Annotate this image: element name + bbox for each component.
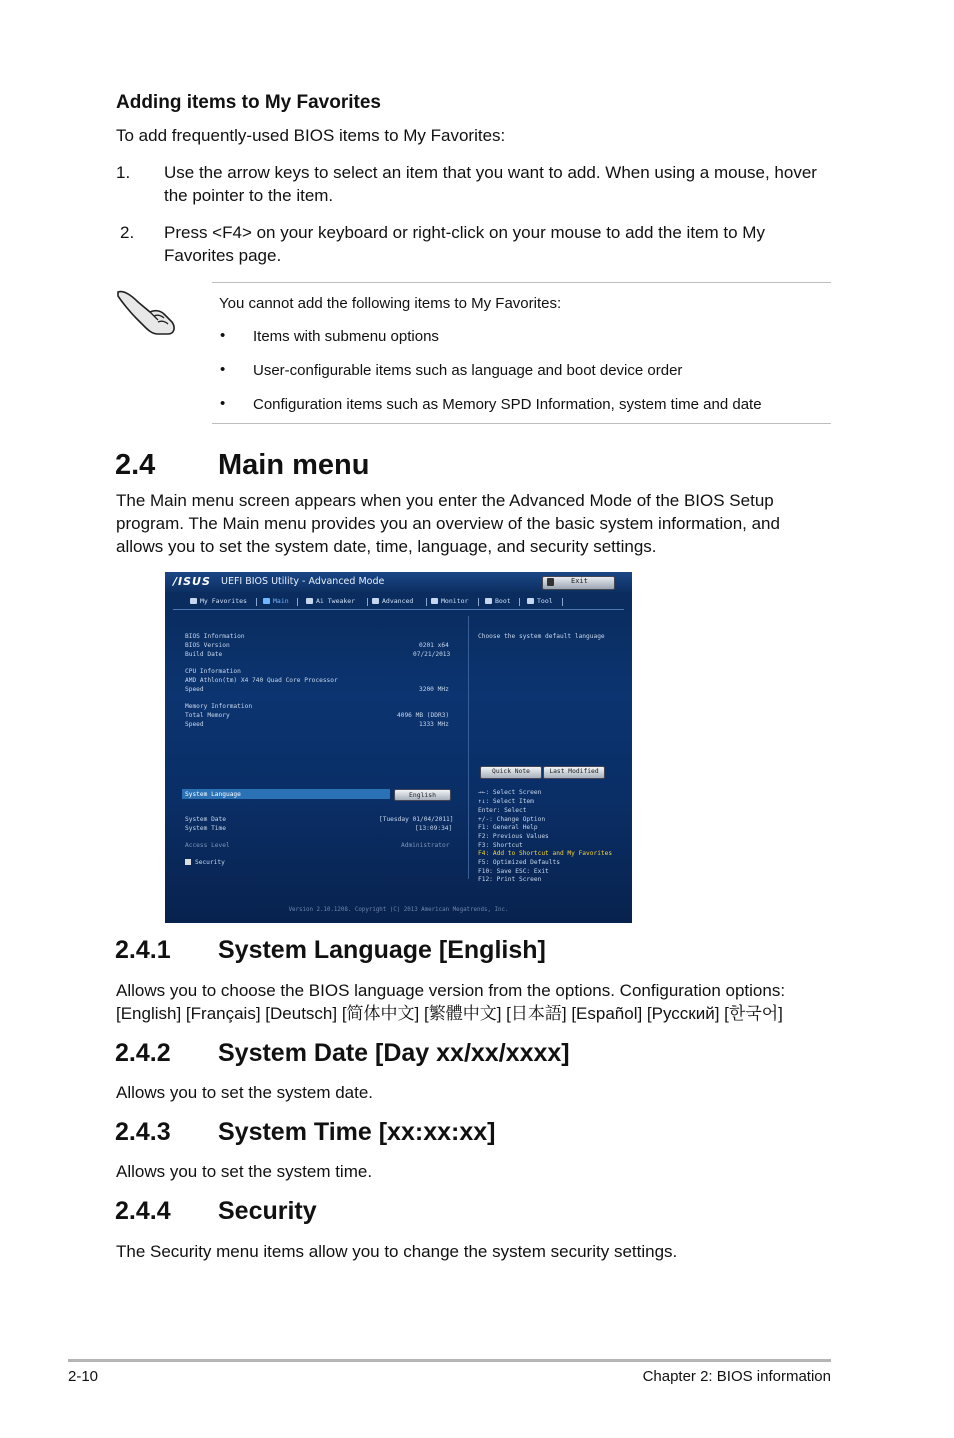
- key-hint: Enter: Select: [478, 807, 527, 814]
- step-number: 2.: [120, 223, 135, 242]
- build-date-label: Build Date: [185, 651, 223, 658]
- key-hint: F2: Previous Values: [478, 833, 549, 840]
- step-text: Press <F4> on your keyboard or right-click on your mouse to add the item to My: [164, 223, 765, 242]
- system-time-label: System Time: [185, 825, 226, 832]
- section-number: 2.4.3: [115, 1118, 171, 1146]
- tab-main[interactable]: Main: [263, 597, 289, 605]
- pointing-hand-icon: [114, 286, 180, 338]
- security-item[interactable]: Security: [195, 859, 225, 866]
- tab-tool[interactable]: Tool: [527, 597, 553, 605]
- bullet-dot: •: [220, 361, 226, 378]
- section-body: Allows you to choose the BIOS language version from the options. Configuration options:: [116, 981, 786, 1000]
- key-hint: F3: Shortcut: [478, 842, 523, 849]
- asus-logo: /ISUS: [173, 575, 211, 588]
- section-title: System Language [English]: [218, 936, 546, 964]
- bios-version-label: BIOS Version: [185, 642, 230, 649]
- step-text: Use the arrow keys to select an item that you want to add. When using a mouse, hover: [164, 163, 817, 182]
- bios-footer: Version 2.10.1208. Copyright (C) 2013 American Megatrends, Inc.: [288, 907, 509, 913]
- list-icon: [263, 598, 270, 604]
- chapter-label: Chapter 2: BIOS information: [642, 1368, 831, 1385]
- favorites-heading: Adding items to My Favorites: [116, 92, 381, 113]
- step-text: the pointer to the item.: [164, 186, 334, 205]
- step-text: Favorites page.: [164, 246, 282, 265]
- main-menu-body: allows you to set the system date, time, language, and security settings.: [116, 537, 657, 556]
- section-body: [English] [Français] [Deutsch] [简体中文] [繁體中文] [日本語] [Español] [Русский] [한국어]: [116, 1004, 783, 1023]
- system-date-value[interactable]: [Tuesday 01/04/2011]: [379, 816, 454, 823]
- section-title: System Date [Day xx/xx/xxxx]: [218, 1039, 570, 1067]
- cpu-speed-label: Speed: [185, 686, 204, 693]
- note-intro: You cannot add the following items to My Favorites:: [219, 295, 562, 312]
- key-hint: F1: General Help: [478, 824, 538, 831]
- system-language-label: System Language: [185, 791, 241, 798]
- memory-speed-value: 1333 MHz: [419, 721, 449, 728]
- tab-advanced[interactable]: Advanced: [372, 597, 413, 605]
- key-hint: F5: Optimized Defaults: [478, 859, 560, 866]
- section-title: Security: [218, 1197, 317, 1225]
- section-number: 2.4.2: [115, 1039, 171, 1067]
- memory-speed-label: Speed: [185, 721, 204, 728]
- help-text: Choose the system default language: [478, 633, 605, 640]
- exit-button[interactable]: [542, 576, 615, 590]
- system-language-select[interactable]: English: [394, 789, 451, 801]
- build-date-value: 07/21/2013: [413, 651, 451, 658]
- main-menu-body: program. The Main menu provides you an overview of the basic system information, and: [116, 514, 780, 533]
- system-date-label: System Date: [185, 816, 226, 823]
- total-memory-label: Total Memory: [185, 712, 230, 719]
- note-bullet: Items with submenu options: [253, 328, 439, 345]
- cpu-name: AMD Athlon(tm) X4 740 Quad Core Processor: [185, 677, 338, 684]
- key-hint: +/-: Change Option: [478, 816, 546, 823]
- section-title: System Time [xx:xx:xx]: [218, 1118, 496, 1146]
- star-icon: [190, 598, 197, 604]
- note-top-rule: [212, 282, 831, 283]
- quick-note-button[interactable]: Quick Note: [480, 766, 542, 779]
- system-time-value[interactable]: [13:09:34]: [415, 825, 453, 832]
- section-title: Main menu: [218, 449, 370, 481]
- page-number: 2-10: [68, 1368, 99, 1385]
- advanced-icon: [372, 598, 379, 604]
- submenu-arrow-icon: [185, 859, 191, 865]
- monitor-icon: [431, 598, 438, 604]
- cpu-speed-value: 3200 MHz: [419, 686, 449, 693]
- section-body: Allows you to set the system date.: [116, 1083, 374, 1102]
- tab-ai-tweaker[interactable]: Ai Tweaker: [306, 597, 355, 605]
- step-number: 1.: [116, 163, 131, 182]
- access-level-value: Administrator: [401, 842, 450, 849]
- exit-label: Exit: [571, 577, 588, 585]
- section-body: Allows you to set the system time.: [116, 1162, 373, 1181]
- bios-info-header: BIOS Information: [185, 633, 245, 640]
- cpu-info-header: CPU Information: [185, 668, 241, 675]
- tool-icon: [527, 598, 534, 604]
- key-hint: F10: Save ESC: Exit: [478, 868, 549, 875]
- section-number: 2.4.1: [115, 936, 171, 964]
- tab-my-favorites[interactable]: My Favorites: [190, 597, 247, 605]
- access-level-label: Access Level: [185, 842, 230, 849]
- bios-screenshot: [165, 572, 632, 923]
- footer-rule: [68, 1359, 831, 1362]
- bios-mode-title: UEFI BIOS Utility - Advanced Mode: [221, 576, 385, 587]
- note-bullet: User-configurable items such as language and boot device order: [253, 362, 683, 379]
- key-hint-highlight: F4: Add to Shortcut and My Favorites: [478, 850, 613, 857]
- total-memory-value: 4096 MB (DDR3): [397, 712, 450, 719]
- bullet-dot: •: [220, 327, 226, 344]
- note-bullet: Configuration items such as Memory SPD Information, system time and date: [253, 396, 762, 413]
- key-hint: →←: Select Screen: [478, 789, 542, 796]
- section-number: 2.4: [115, 449, 156, 481]
- memory-info-header: Memory Information: [185, 703, 253, 710]
- key-hint: F12: Print Screen: [478, 876, 542, 883]
- power-icon: [485, 598, 492, 604]
- tab-monitor[interactable]: Monitor: [431, 597, 468, 605]
- bullet-dot: •: [220, 395, 226, 412]
- section-body: The Security menu items allow you to change the system security settings.: [116, 1242, 678, 1261]
- key-hint: ↑↓: Select Item: [478, 798, 534, 805]
- bios-tab-bar: [173, 595, 624, 610]
- last-modified-button[interactable]: Last Modified: [543, 766, 605, 779]
- favorites-intro: To add frequently-used BIOS items to My Favorites:: [116, 126, 506, 145]
- bios-version-value: 0201 x64: [419, 642, 449, 649]
- main-menu-body: The Main menu screen appears when you enter the Advanced Mode of the BIOS Setup: [116, 491, 774, 510]
- note-bottom-rule: [212, 423, 831, 424]
- exit-icon: [547, 578, 554, 586]
- tab-boot[interactable]: Boot: [485, 597, 511, 605]
- section-number: 2.4.4: [115, 1197, 171, 1225]
- tweaker-icon: [306, 598, 313, 604]
